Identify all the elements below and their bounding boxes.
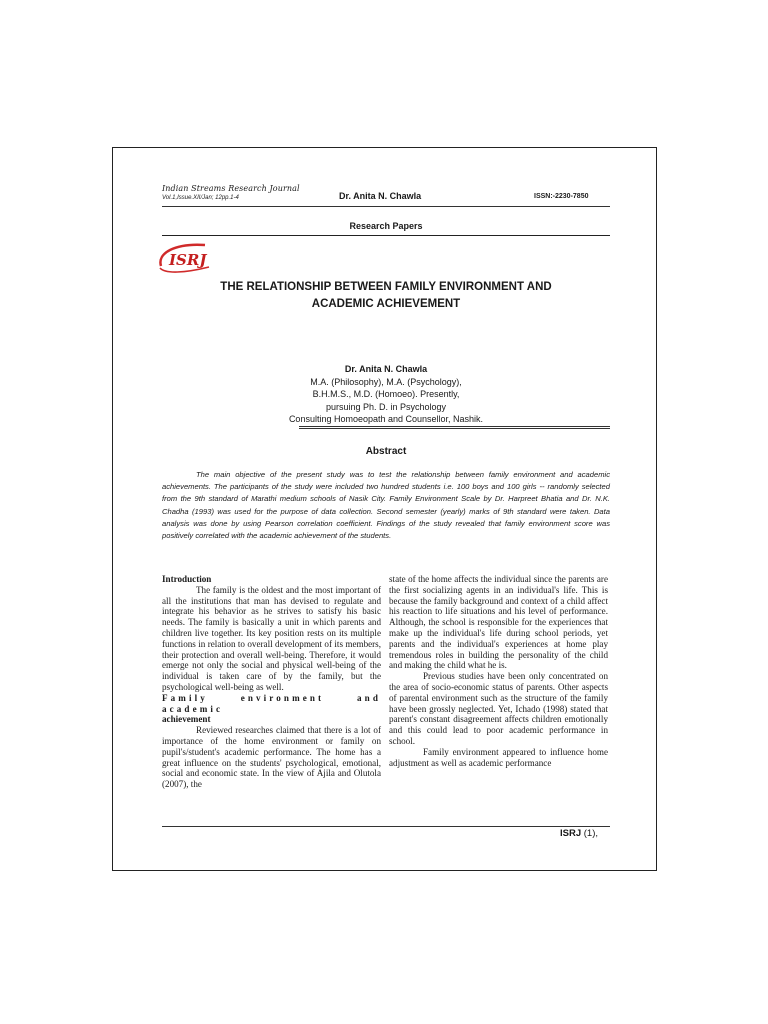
header-author: Dr. Anita N. Chawla — [339, 191, 422, 201]
page-footer — [560, 828, 598, 839]
paper-title — [162, 279, 610, 313]
left-column — [162, 574, 381, 790]
abstract-heading: Abstract — [365, 446, 407, 457]
footer-rule — [162, 826, 610, 827]
footer-journal: ISRJ — [560, 828, 582, 839]
footer-page: (1), — [583, 828, 599, 839]
body-paragraph: Previous studies have been only concentrated on the area of socio-economic status of parents. Other aspects of parental environment such as the structure of the family have been grossly neglected. Yet, Ichado (1998) stated that parent's constant disagreement affects children emotionally and this could lead to poor academic performance in school. — [389, 671, 608, 746]
author-line: B.H.M.S., M.D. (Homoeo). Presently, — [312, 389, 460, 399]
subheading: Family environment and academic — [162, 692, 381, 714]
author-rule — [299, 426, 610, 427]
author-line: pursuing Ph. D. in Psychology — [325, 401, 447, 412]
body-paragraph: state of the home affects the individual since the parents are the first socializing agents in an individual's life. This is because the family background and context of a child affect his reaction to life situations and his level of performance. Although, the school is responsible for the experiences that make up the individual's life during school periods, yet parents and the individual's experiences at home play tremendous roles in building the personality of the child and making the child what he is. — [389, 574, 608, 671]
body-paragraph: Reviewed researches claimed that there is a lot of importance of the home environment or family on pupil's/student's academic performance. The home has a great influence on the students' psychological, emotional, social and economic state. In the view of Ajila and Olutola (2007), the — [162, 725, 381, 790]
author-name: Dr. Anita N. Chawla — [344, 364, 428, 374]
author-block — [162, 363, 610, 426]
title-line-2: ACADEMIC ACHIEVEMENT — [311, 298, 461, 310]
author-line: Consulting Homoeopath and Counsellor, Nashik. — [288, 414, 484, 424]
right-column — [389, 574, 608, 768]
author-line: M.A. (Philosophy), M.A. (Psychology), — [310, 376, 462, 387]
title-line-1: THE RELATIONSHIP BETWEEN FAMILY ENVIRONMENT AND — [220, 281, 552, 293]
svg-text:ISRJ: ISRJ — [169, 251, 207, 269]
author-rule — [299, 428, 610, 429]
journal-name: Indian Streams Research Journal — [162, 184, 300, 193]
section-label: Research Papers — [349, 221, 423, 231]
abstract-text: The main objective of the present study was to test the relationship between family environment and academic achievements. The participants of the study were included two hundred students i.e. 100 boys and 100 girls -- randomly selected from the 9th standard of Marathi medium schools of Nasik City. Family Environment Scale by Dr. Harpreet Bhatia and Dr. N.K. Chadha (1993) was used for the purpose of data collection. Second semester (yearly) marks of 9th standard were taken. Data analysis was done by using Pearson correlation coefficient. Findings of the study revealed that family environment score was positively correlated with the academic achievement of the students. — [162, 470, 610, 541]
header-rule — [162, 206, 610, 207]
body-paragraph: Family environment appeared to influence home adjustment as well as academic performance — [389, 746, 608, 768]
volume-info: Vol.1,Issue.XII/Jan; 12pp.1-4 — [162, 195, 239, 201]
subheading-cont: achievement — [162, 714, 211, 725]
issn: ISSN:-2230-7850 — [534, 193, 589, 200]
isrj-logo — [155, 241, 213, 277]
intro-heading: Introduction — [162, 574, 212, 584]
intro-paragraph: The family is the oldest and the most important of all the institutions that man has devised to regulate and integrate his behavior as he strives to satisfy his basic needs. The family is basically a unit in which parents and children live together. Its key position rests on its multiple functions in relation to overall development of its members, their protection and overall well-being. Therefore, it would emerge not only the social and physical well-being of the individual is taken care of by the family, but the psychological well-being as well. — [162, 584, 381, 692]
section-rule — [162, 235, 610, 236]
